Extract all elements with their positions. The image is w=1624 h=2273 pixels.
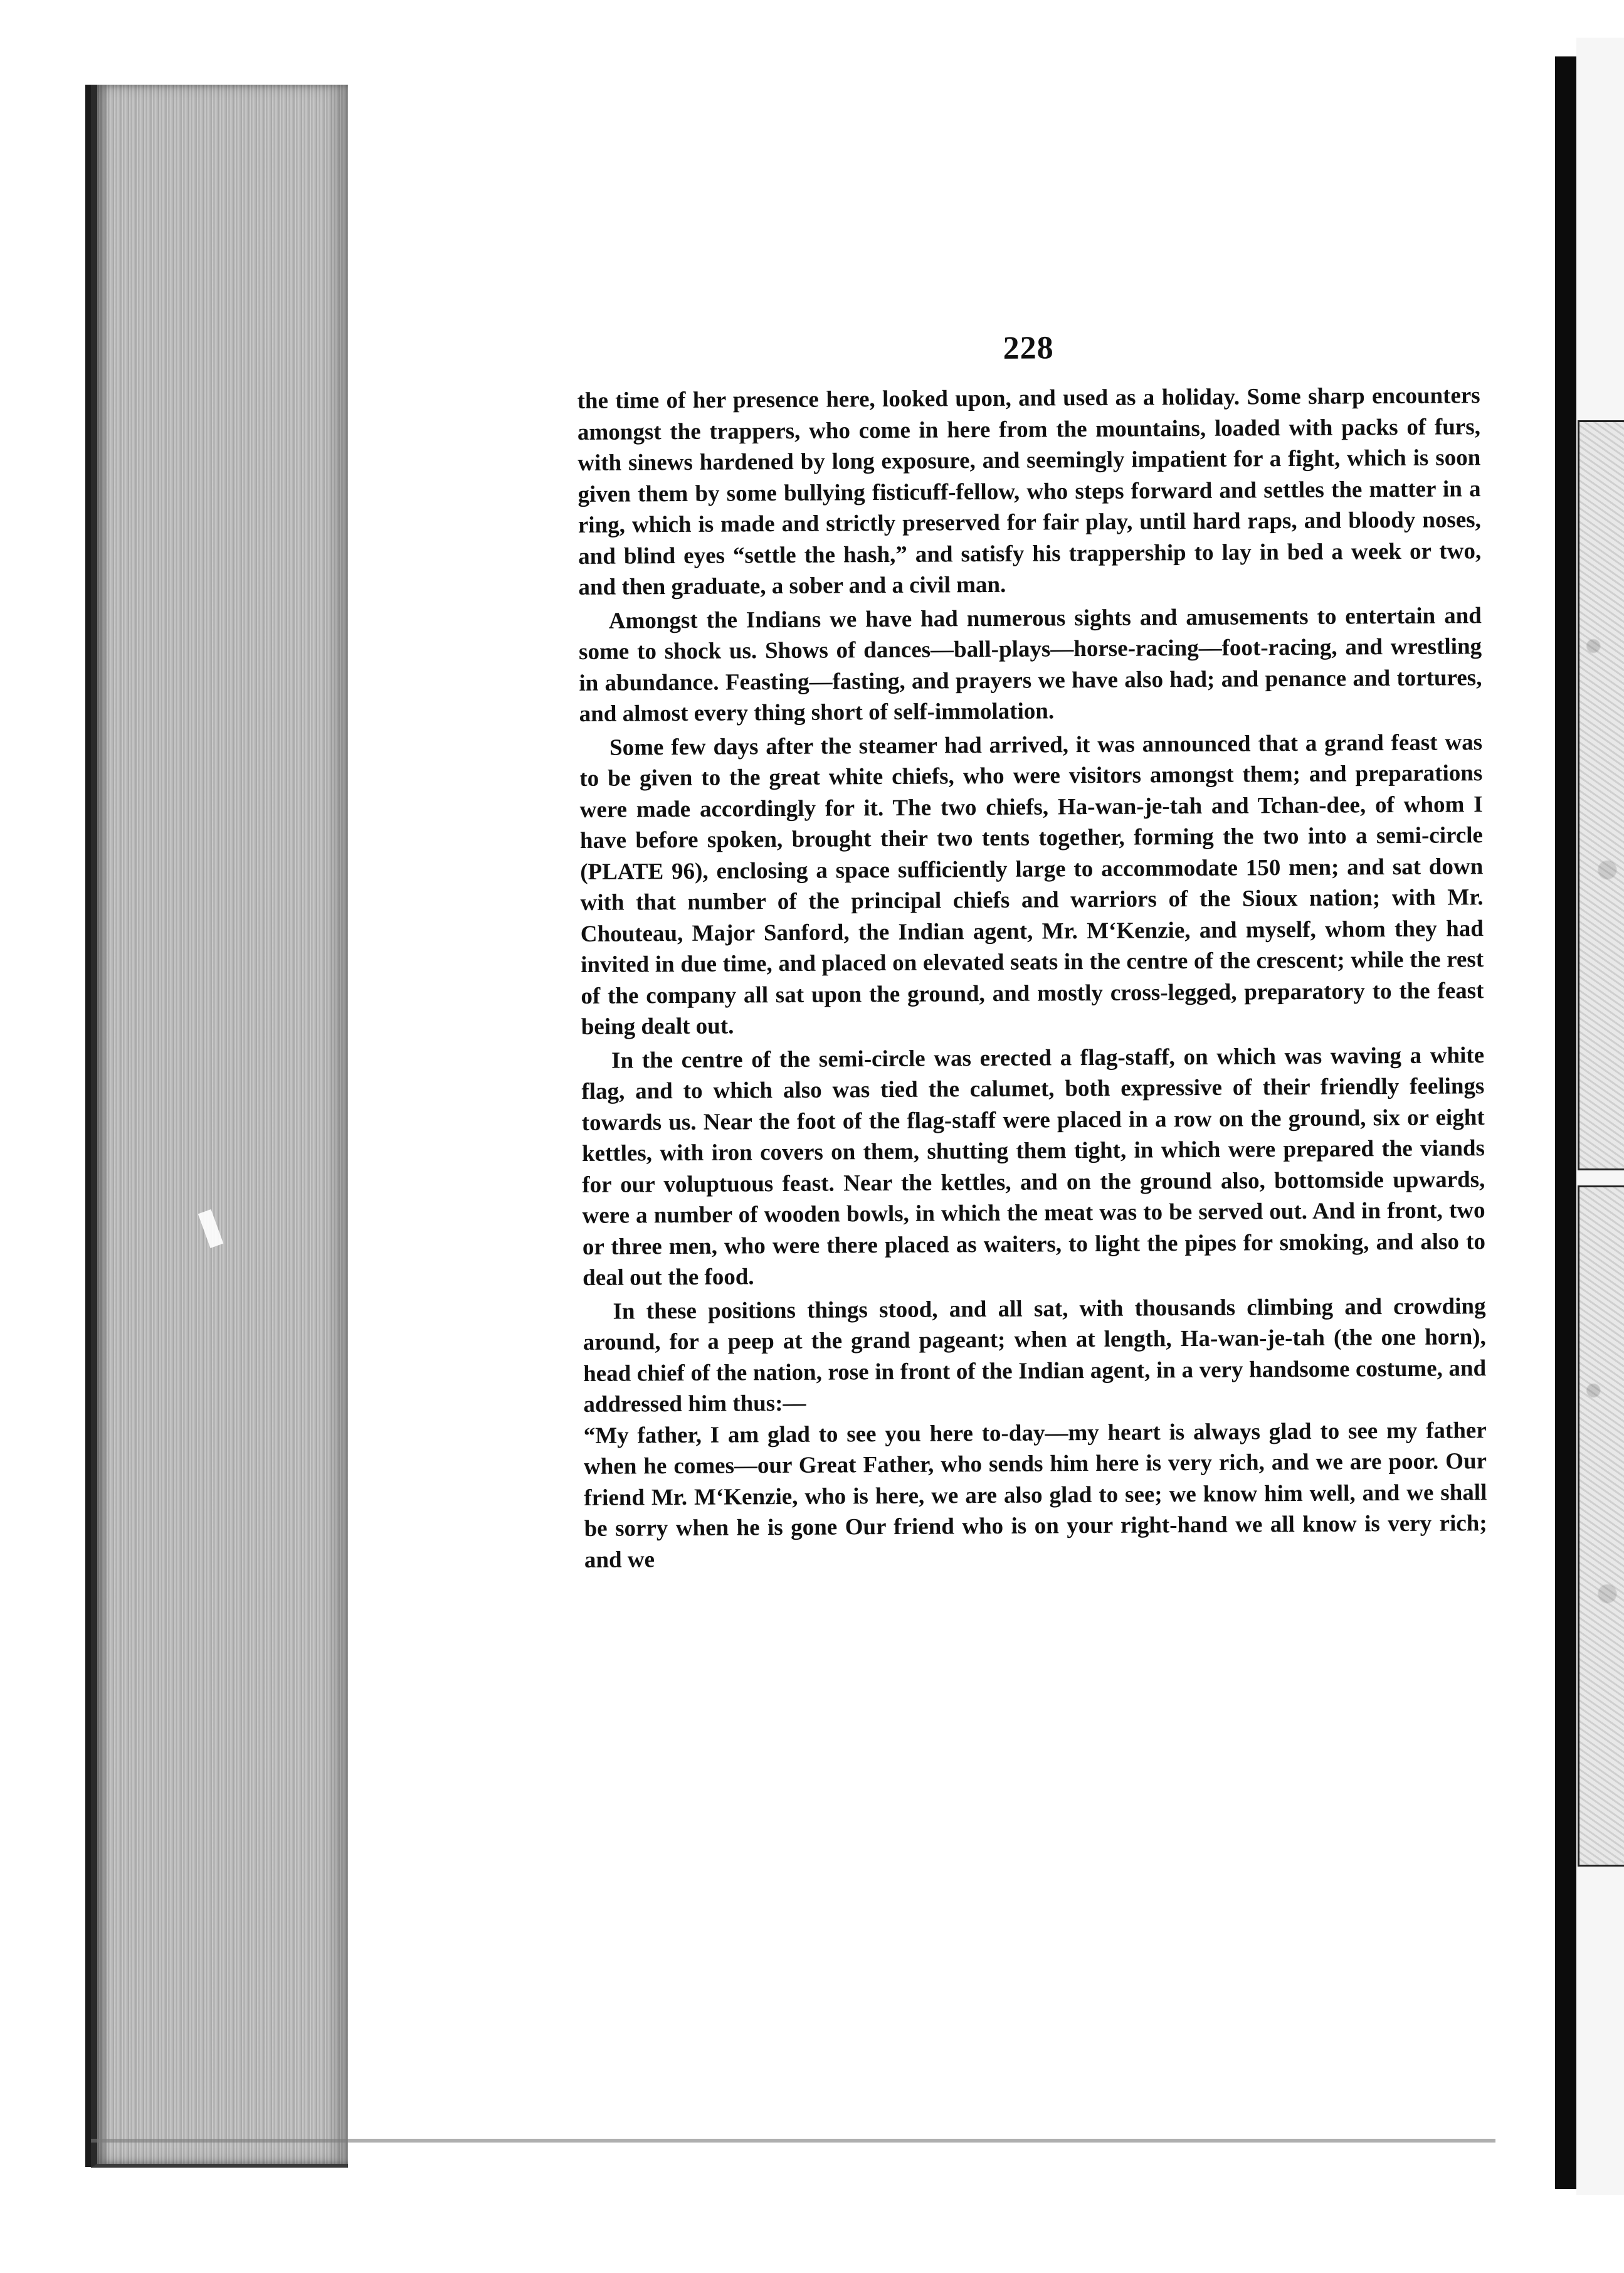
paragraph-6-quote: “My father, I am glad to see you here to-day—my heart is always glad to see my father when he comes—our Great Father, who sends him here is very rich, and we are poor. Our friend Mr. M‘Kenzie, who is here, we are also glad to see; we know him well, and we shall be sorry when he is gone Our friend who is on your right-hand we all know is very rich; and we [583, 1417, 1487, 1573]
text-page [577, 327, 1487, 1576]
paragraph-3: Some few days after the steamer had arrived, it was announced that a grand feast was to be given to the great white chiefs, who were visitors amongst them; and preparations were made accordingly for it. The two chiefs, Ha-wan-je-tah and Tchan-dee, of whom I have before spoken, brought their two tents together, forming the two into a semi-circle (PLATE 96), enclosing a space sufficiently large to accommodate 150 men; and sat down with that number of the principal chiefs and warriors of the Sioux nation; with Mr. Chouteau, Major Sanford, the Indian agent, Mr. M‘Kenzie, and myself, whom they had invited in due time, and placed on elevated seats in the centre of the crescent; while the rest of the company all sat upon the ground, and mostly cross-legged, preparatory to the feast being dealt out. [579, 729, 1484, 1040]
facing-plate-illustration-top [1578, 420, 1624, 1170]
page-edges-stack [91, 85, 348, 2168]
paragraph-4: In the centre of the semi-circle was erected a flag-staff, on which was waving a white flag, and to which also was tied the calumet, both expressive of their friendly feelings towards us. Near the foot of the flag-staff were placed in a row on the ground, six or eight kettles, with iron covers on them, shutting them tight, in which were prepared the viands for our voluptuous feast. Near the kettles, and on the ground also, bottomside upwards, were a number of wooden bowls, in which the meat was to be served out. And in front, two or three men, who were there placed as waiters, to light the pipes for smoking, and also to deal out the food. [581, 1042, 1486, 1291]
facing-plate-illustration-bottom [1578, 1185, 1624, 1867]
paragraph-2: Amongst the Indians we have had numerous sights and amusements to entertain and some to shock us. Shows of dances—ball-plays—horse-racing—foot-racing, and wrestling in abundance. Feasting—fasting, and prayers we have also had; and penance and tortures, and almost every thing short of self-immolation. [578, 602, 1482, 727]
page-bottom-edge [91, 2139, 1495, 2143]
paragraph-1: the time of her presence here, looked upon, and used as a holiday. Some sharp encounters amongst the trappers, who come in here from the mountains, loaded with packs of furs, with sinews hardened by long exposure, and seemingly impatient for a fight, which is soon given them by some bullying fisticuff-fellow, who steps forward and settles the matter in a ring, which is made and strictly preserved for fair play, until hard raps, and bloody noses, and blind eyes “settle the hash,” and satisfy his trappership to lay in bed a week or two, and then graduate, a sober and a civil man. [577, 383, 1482, 600]
book-binding-gutter [1555, 56, 1576, 2189]
paragraph-5: In these positions things stood, and all sat, with thousands climbing and crowding around, for a peep at the grand pageant; when at length, Ha-wan-je-tah (the one horn), head chief of the nation, rose in front of the Indian agent, in a very handsome costume, and addressed him thus:— [583, 1293, 1487, 1417]
page-number: 228 [1003, 330, 1054, 366]
